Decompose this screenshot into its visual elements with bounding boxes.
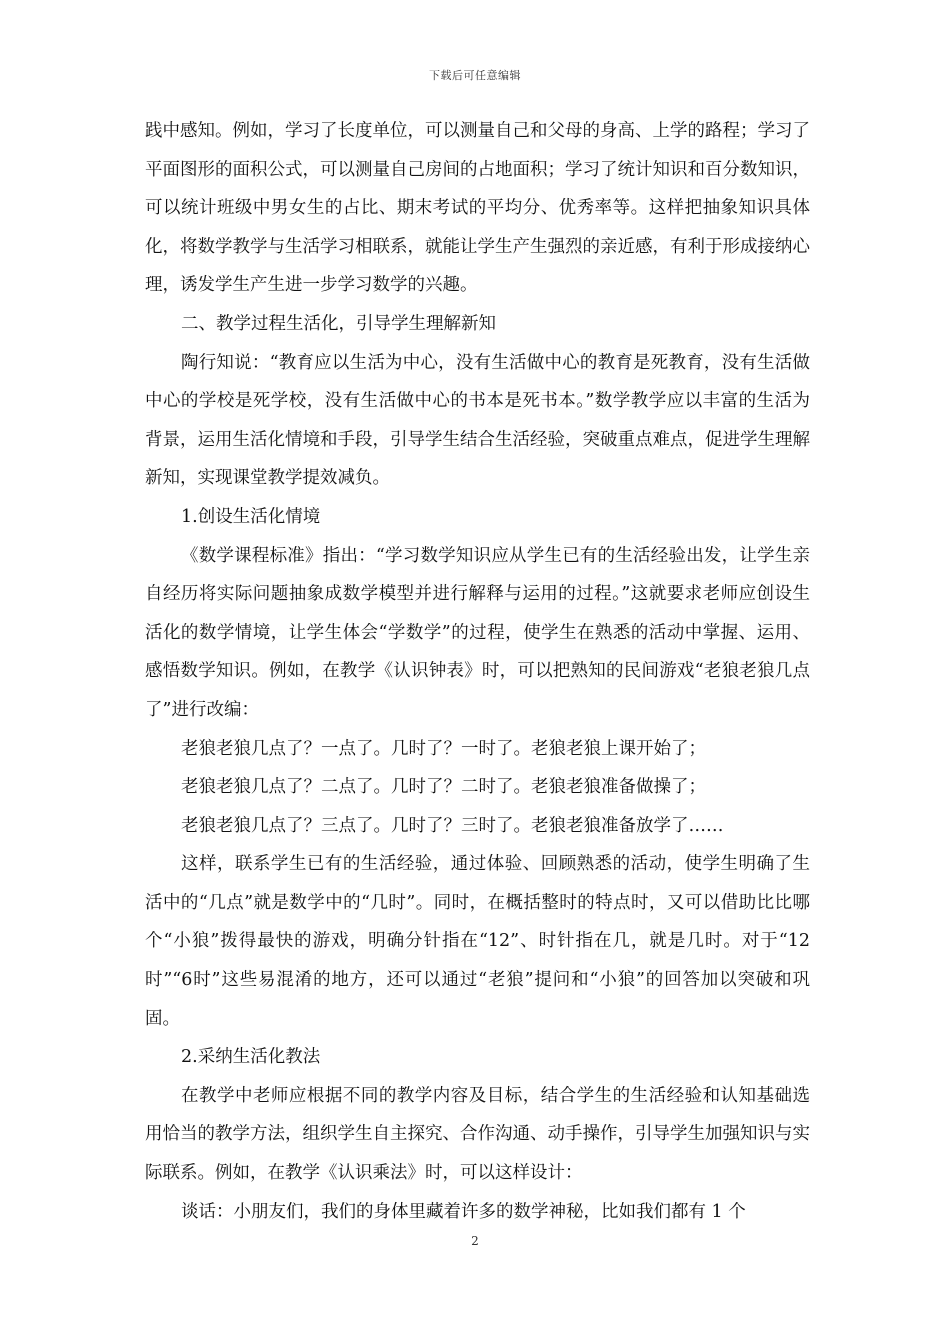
game-line-1: 老狼老狼几点了？一点了。几时了？一时了。老狼老狼上课开始了； [181,738,706,759]
game-line-3: 老狼老狼几点了？三点了。几时了？三时了。老狼老狼准备放学了…… [181,815,724,836]
subsection-heading-2: 2.采纳生活化教法 [181,1047,321,1068]
section-heading: 二、教学过程生活化，引导学生理解新知 [181,313,496,334]
subsection-heading-1: 1.创设生活化情境 [181,506,321,527]
paragraph-curriculum-standard: 《数学课程标准》指出：“学习数学知识应从学生已有的生活经验出发，让学生亲自经历将实际问题抽象成数学模型并进行解释与运用的过程。”这就要求老师应创设生活化的数学情境，让学生体会“学数学”的过程，使学生在熟悉的活动中掌握、运用、感悟数学知识。例如，在教学《认识钟表》时，可以把熟知的民间游戏“老狼老狼几点了”进行改编： [145,545,810,720]
game-line-2: 老狼老狼几点了？二点了。几时了？二时了。老狼老狼准备做操了； [181,777,706,798]
paragraph-explanation: 这样，联系学生已有的生活经验，通过体验、回顾熟悉的活动，使学生明确了生活中的“几点”就是数学中的“几时”。同时，在概括整时的特点时，又可以借助比比哪个“小狼”拨得最快的游戏，明确分针指在“12”、时针指在几，就是几时。对于“12时”“6时”这些易混淆的地方，还可以通过“老狼”提问和“小狼”的回答加以突破和巩固。 [145,854,810,1029]
page-number: 2 [471,1234,479,1248]
paragraph-quote-tao: 陶行知说：“教育应以生活为中心，没有生活做中心的教育是死教育，没有生活做中心的学校是死学校，没有生活做中心的书本是死书本。”数学教学应以丰富的生活为背景，运用生活化情境和手段，引导学生结合生活经验，突破重点难点，促进学生理解新知，实现课堂教学提效减负。 [145,352,810,489]
body-text [145,112,810,1231]
paragraph-continuation: 践中感知。例如，学习了长度单位，可以测量自己和父母的身高、上学的路程；学习了平面图形的面积公式，可以测量自己房间的占地面积；学习了统计知识和百分数知识，可以统计班级中男女生的占比、期末考试的平均分、优秀率等。这样把抽象知识具体化，将数学教学与生活学习相联系，就能让学生产生强烈的亲近感，有利于形成接纳心理，诱发学生产生进一步学习数学的兴趣。 [145,121,810,296]
page-header: 下载后可任意编辑 [429,69,521,82]
paragraph-dialogue: 谈话：小朋友们，我们的身体里藏着许多的数学神秘，比如我们都有 1 个 [181,1201,746,1222]
paragraph-teaching-method: 在教学中老师应根据不同的教学内容及目标，结合学生的生活经验和认知基础选用恰当的教学方法，组织学生自主探究、合作沟通、动手操作，引导学生加强知识与实际联系。例如，在教学《认识乘法》时，可以这样设计： [145,1085,810,1184]
